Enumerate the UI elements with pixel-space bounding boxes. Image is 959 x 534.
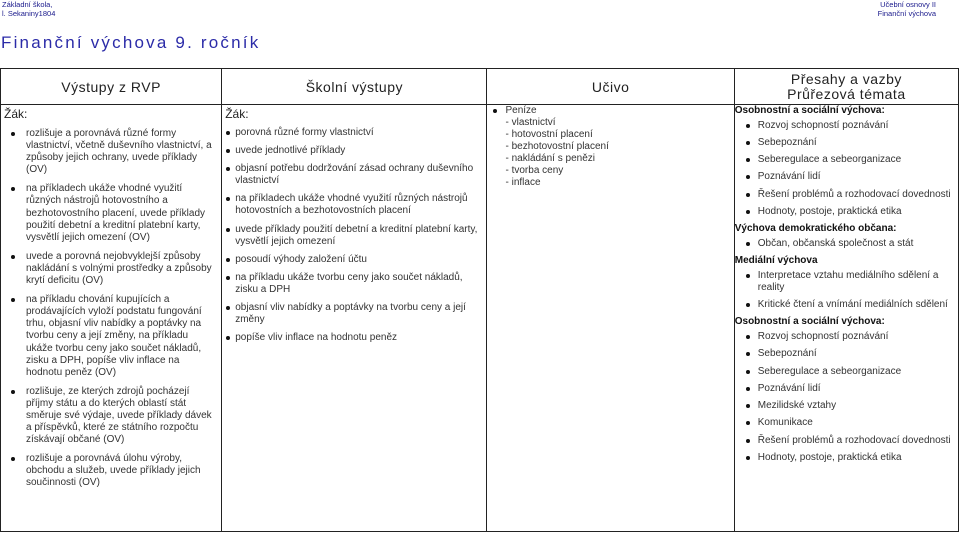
rvp-list: [1, 128, 221, 490]
content-cell: [487, 105, 734, 532]
column-header-rvp: Výstupy z RVP: [1, 69, 222, 105]
list-item: uvede jednotlivé příklady: [235, 145, 482, 157]
content-topic: Peníze: [487, 105, 733, 117]
list-item: Hodnoty, postoje, praktická etika: [758, 452, 958, 464]
list-item: Kritické čtení a vnímání mediálních sdělení: [758, 299, 958, 311]
cross-header-line2: Průřezová témata: [787, 85, 906, 102]
cross-group-list: [735, 270, 958, 312]
column-header-cross: [734, 69, 958, 105]
school-name: Základní škola,: [2, 0, 53, 9]
document-type: Učební osnovy II: [880, 0, 936, 9]
list-item: Mezilidské vztahy: [758, 400, 958, 412]
list-item: objasní potřebu dodržování zásad ochrany duševního vlastnictví: [235, 163, 482, 187]
list-item: objasní vliv nabídky a poptávky na tvorbu ceny a její změny: [235, 302, 482, 326]
list-item: na příkladech ukáže vhodné využití různých nástrojů hotovostního a bezhotovostního placení, uvede příklady použití debetní a kreditní platební karty, vysvětlí jejich omezení (OV): [26, 183, 217, 243]
list-item: Seberegulace a sebeorganizace: [758, 154, 958, 166]
list-item: Hodnoty, postoje, praktická etika: [758, 206, 958, 218]
list-item: uvede příklady použití debetní a kreditní platební karty, vysvětlí jejich omezení: [235, 224, 482, 248]
school-list: [222, 127, 486, 344]
cross-header-line1: Přesahy a vazby: [790, 70, 902, 87]
school-header: [2, 1, 55, 18]
school-cell: [222, 105, 487, 532]
list-item: Poznávání lidí: [758, 383, 958, 395]
cross-group-list: [735, 120, 958, 219]
list-item: Rozvoj schopností poznávání: [758, 120, 958, 132]
document-header: [878, 1, 936, 18]
list-item: Řešení problémů a rozhodovací dovednosti: [758, 189, 958, 201]
content-subtopic: - tvorba ceny: [505, 165, 564, 176]
list-item: popíše vliv inflace na hodnotu peněz: [235, 332, 482, 344]
list-item: na příkladu ukáže tvorbu ceny jako součet nákladů, zisku a DPH: [235, 272, 482, 296]
cross-group-list: [735, 331, 958, 464]
rvp-cell: [1, 105, 222, 532]
list-item: rozlišuje a porovnává úlohu výroby, obchodu a služeb, uvede příklady jejich součinnosti (OV): [26, 453, 217, 489]
content-subtopic: - vlastnictví: [505, 117, 556, 128]
content-subtopic: - hotovostní placení: [505, 129, 593, 140]
list-item: na příkladech ukáže vhodné využití různých nástrojů hotovostních a bezhotovostních placení: [235, 193, 482, 217]
list-item: Sebepoznání: [758, 137, 958, 149]
cross-group-list: [735, 238, 958, 250]
list-item: na příkladu chování kupujících a prodávajících vyloží podstatu fungování trhu, objasní vliv nabídky a poptávky na tvorbu ceny a její změny, na příkladu ukáže tvorbu ceny jako součet nákladů, zisku a DPH, popíše vliv inflace na hodnotu peněz (OV): [26, 294, 217, 379]
list-item: Poznávání lidí: [758, 171, 958, 183]
list-item: Řešení problémů a rozhodovací dovednosti: [758, 435, 958, 447]
list-item: uvede a porovná nejobvyklejší způsoby nakládání s volnými prostředky a způsoby krytí deficitu (OV): [26, 251, 217, 287]
school-lead: Žák:: [225, 107, 249, 121]
list-item: Interpretace vztahu mediálního sdělení a reality: [758, 270, 958, 295]
subject-name: Finanční výchova: [877, 8, 936, 18]
list-item: Seberegulace a sebeorganizace: [758, 366, 958, 378]
list-item: Komunikace: [758, 417, 958, 429]
page-title: Finanční výchova 9. ročník: [1, 33, 261, 52]
list-item: Rozvoj schopností poznávání: [758, 331, 958, 343]
curriculum-table: [0, 68, 959, 532]
content-subtopic: - inflace: [505, 177, 541, 188]
cross-group-title: Osobnostní a sociální výchova:: [734, 316, 885, 328]
school-address: l. Sekaniny1804: [2, 8, 56, 18]
list-item: rozlišuje, ze kterých zdrojů pocházejí příjmy státu a do kterých oblastí stát směruje své výdaje, uvede příklady dávek a příspěvků, které ze státního rozpočtu získávají občané (OV): [26, 386, 217, 446]
list-item: porovná různé formy vlastnictví: [235, 127, 482, 139]
cross-group-title: Výchova demokratického občana:: [734, 223, 897, 235]
list-item: Občan, občanská společnost a stát: [758, 238, 958, 250]
cross-group-title: Osobnostní a sociální výchova:: [734, 105, 885, 116]
list-item: rozlišuje a porovnává různé formy vlastnictví, včetně duševního vlastnictví, a způsoby jejich ochrany, uvede příklady (OV): [26, 128, 217, 176]
cross-cell: [734, 105, 958, 532]
cross-group-title: Mediální výchova: [734, 255, 818, 267]
content-subtopic: - bezhotovostní placení: [505, 141, 609, 152]
column-header-content: Učivo: [487, 69, 734, 105]
list-item: Sebepoznání: [758, 348, 958, 360]
content-subtopic: - nakládání s penězi: [505, 153, 595, 164]
rvp-lead: Žák:: [4, 107, 28, 121]
list-item: posoudí výhody založení účtu: [235, 254, 482, 266]
column-header-school: Školní výstupy: [222, 69, 487, 105]
